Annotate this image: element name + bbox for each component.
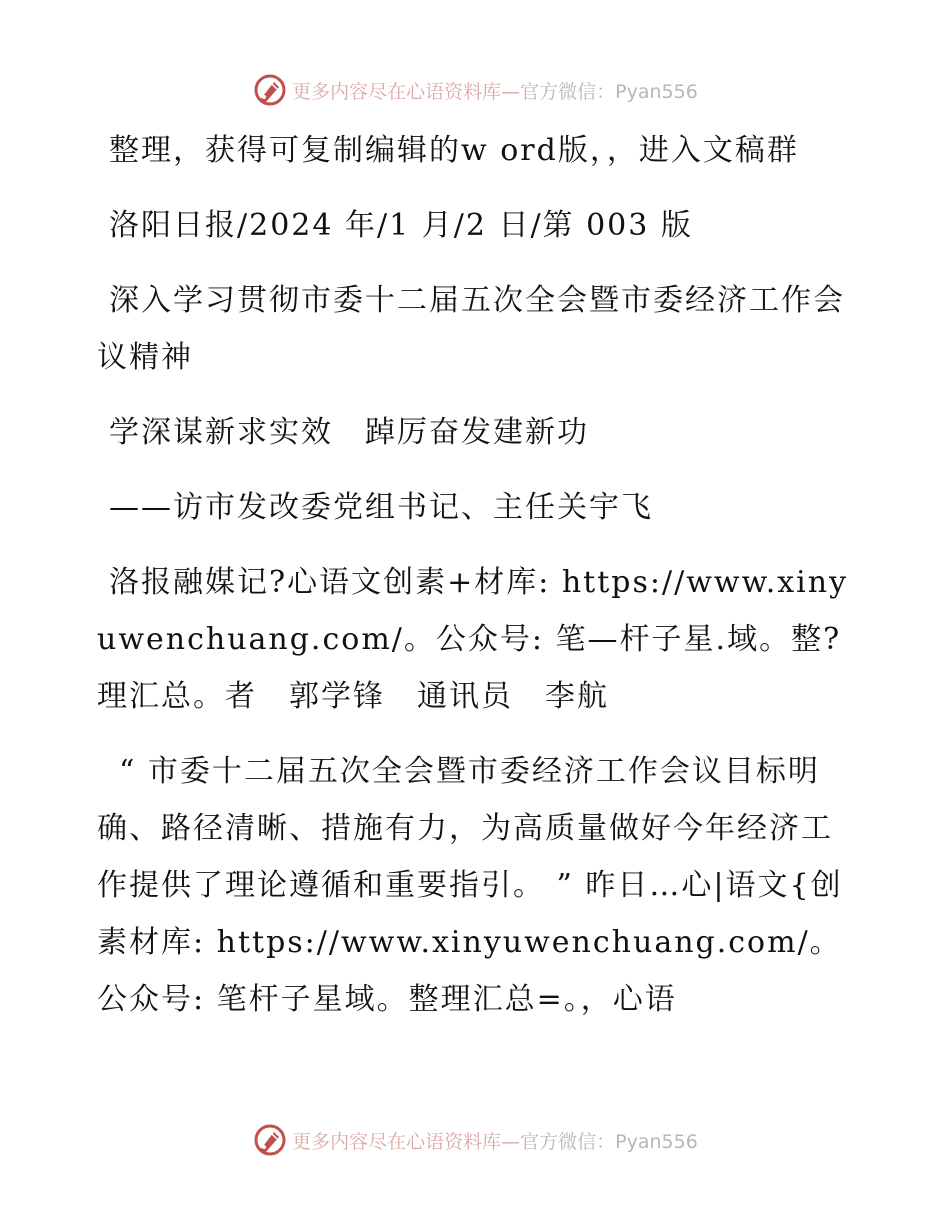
article-title: 学深谋新求实效 踔厉奋发建新功 xyxy=(109,415,589,450)
header-banner xyxy=(0,70,950,110)
banner-text xyxy=(292,77,698,104)
source-line: 洛阳日报/2024 年/1 月/2 日/第 003 版 xyxy=(109,208,693,243)
intro-paragraph: 整理，获得可复制编辑的w ord版，，进入文稿群 xyxy=(109,133,799,168)
banner-wechat-text: 官方微信：Pyan556 xyxy=(520,80,698,103)
body-paragraph: “ 市委十二届五次全会暨市委经济工作会议目标明确、路径清晰、措施有力，为高质量做好今年经济工作提供了理论遵循和重要指引。 ” 昨日…心|语文{创素材库: https://www.xinyuwenchuang.com/。公众号: 笔杆子星域。整理汇总=。，心语 xyxy=(97,754,843,1017)
article-kicker: 深入学习贯彻市委十二届五次全会暨市委经济工作会议精神 xyxy=(97,283,845,375)
banner-site-text: 更多内容尽在心语资料库— xyxy=(292,80,521,103)
pen-nib-logo-icon xyxy=(252,72,288,108)
pen-nib-logo-icon xyxy=(252,1122,288,1158)
banner-text xyxy=(292,1127,698,1154)
article-subtitle: ——访市发改委党组书记、主任关宇飞 xyxy=(109,490,653,525)
document-body xyxy=(97,122,857,1046)
byline-paragraph: 洛报融媒记?心语文创素+材库: https://www.xinyuwenchuang.com/。公众号: 笔—杆子星.域。整?理汇总。者 郭学锋 通讯员 李航 xyxy=(97,565,849,714)
banner-site-text: 更多内容尽在心语资料库— xyxy=(292,1130,521,1153)
footer-banner xyxy=(0,1120,950,1160)
banner-wechat-text: 官方微信：Pyan556 xyxy=(520,1130,698,1153)
